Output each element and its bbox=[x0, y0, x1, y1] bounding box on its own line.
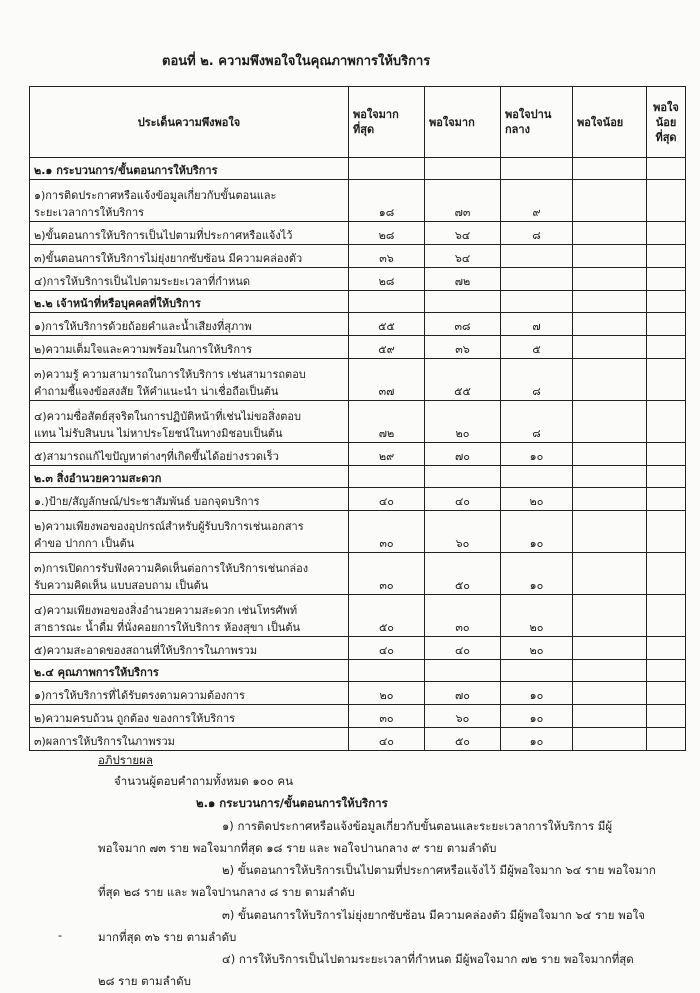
value-cell bbox=[647, 443, 686, 466]
item-label bbox=[30, 682, 349, 705]
value-cell: ๗ bbox=[501, 313, 573, 336]
value-cell: ๗๐ bbox=[425, 443, 501, 466]
value-cell: ๒๘ bbox=[349, 222, 425, 245]
value-cell bbox=[647, 180, 686, 222]
section-title: ตอนที่ ๒. ความพึงพอใจในคุณภาพการให้บริการ bbox=[162, 54, 431, 69]
value-cell: ๑๐ bbox=[501, 705, 573, 728]
value-cell: ๖๐ bbox=[425, 705, 501, 728]
item-line: คำขอ ปากกา เป็นต้น bbox=[34, 537, 135, 550]
table-row bbox=[30, 595, 686, 637]
margin-mark: - bbox=[58, 928, 63, 942]
item-line: ๒)ความเพียงพอของอุปกรณ์สำหรับผู้รับบริการเช่นเอกสาร bbox=[34, 520, 304, 533]
value-cell: ๒๐ bbox=[425, 401, 501, 443]
paragraph-4-line-2: ๒๘ ราย ตามลำดับ bbox=[98, 974, 191, 988]
empty-cell bbox=[349, 466, 425, 488]
value-cell: ๒๙ bbox=[349, 443, 425, 466]
value-cell: ๖๔ bbox=[425, 222, 501, 245]
item-label bbox=[30, 336, 349, 359]
value-cell bbox=[647, 488, 686, 511]
value-cell: ๗๒ bbox=[349, 401, 425, 443]
empty-cell bbox=[425, 158, 501, 180]
discussion-subheading: ๒.๑ กระบวนการ/ขั้นตอนการให้บริการ bbox=[196, 796, 388, 810]
item-label bbox=[30, 595, 349, 637]
item-label bbox=[30, 359, 349, 401]
item-line: แทน ไม่รับสินบน ไม่หาประโยชน์ในทางมิชอบเป็นต้น bbox=[34, 427, 283, 440]
header-line: พอใจปาน bbox=[505, 108, 552, 121]
paragraph-2-line-2: ที่สุด ๒๘ ราย และ พอใจปานกลาง ๘ ราย ตามลำดับ bbox=[98, 885, 355, 899]
header-line: พอใจมาก bbox=[429, 115, 475, 129]
value-cell bbox=[647, 336, 686, 359]
table-row bbox=[30, 268, 686, 291]
section-label: ๒.๑ กระบวนการ/ขั้นตอนการให้บริการ bbox=[30, 158, 349, 180]
value-cell: ๓๖ bbox=[425, 336, 501, 359]
header-line: ประเด็นความพึงพอใจ bbox=[137, 115, 241, 129]
item-label bbox=[30, 728, 349, 751]
item-label bbox=[30, 222, 349, 245]
header-line: พอใจ bbox=[653, 100, 679, 114]
empty-cell bbox=[501, 291, 573, 313]
value-cell: ๖๔ bbox=[425, 245, 501, 268]
value-cell: ๕๕ bbox=[349, 313, 425, 336]
section-label: ๒.๒ เจ้าหน้าที่หรือบุคคลที่ให้บริการ bbox=[30, 291, 349, 313]
empty-cell bbox=[573, 291, 647, 313]
respondent-count: จำนวนผู้ตอบคำถามทั้งหมด ๑๐๐ คน bbox=[114, 774, 293, 788]
value-cell: ๑๐ bbox=[501, 728, 573, 751]
value-cell bbox=[573, 359, 647, 401]
value-cell: ๕๙ bbox=[349, 336, 425, 359]
value-cell: ๗๒ bbox=[425, 268, 501, 291]
item-label bbox=[30, 443, 349, 466]
table-header-row bbox=[30, 87, 686, 158]
table-row bbox=[30, 682, 686, 705]
table-row bbox=[30, 728, 686, 751]
value-cell: ๘ bbox=[501, 401, 573, 443]
item-label bbox=[30, 488, 349, 511]
value-cell: ๘ bbox=[501, 222, 573, 245]
section-row bbox=[30, 291, 686, 313]
paragraph-2-line-1: ๒) ขั้นตอนการให้บริการเป็นไปตามที่ประกาศหรือแจ้งไว้ มีผู้พอใจมาก ๖๔ ราย พอใจมาก bbox=[222, 863, 656, 877]
table-row bbox=[30, 313, 686, 336]
empty-cell bbox=[349, 291, 425, 313]
value-cell bbox=[573, 637, 647, 660]
value-cell: ๓๐ bbox=[349, 553, 425, 595]
value-cell bbox=[647, 245, 686, 268]
item-line: ๑)การให้บริการที่ได้รับตรงตามความต้องการ bbox=[34, 689, 245, 702]
header-very-satisfied bbox=[425, 87, 501, 158]
value-cell: ๓๐ bbox=[349, 511, 425, 553]
item-line: ระยะเวลาการให้บริการ bbox=[34, 206, 145, 219]
value-cell: ๓๐ bbox=[425, 595, 501, 637]
value-cell: ๖๐ bbox=[425, 511, 501, 553]
value-cell bbox=[647, 268, 686, 291]
item-line: ๕)สามารถแก้ไขปัญหาต่างๆที่เกิดขึ้นได้อย่างรวดเร็ว bbox=[34, 450, 279, 463]
value-cell bbox=[573, 336, 647, 359]
section-label: ๒.๔ คุณภาพการให้บริการ bbox=[30, 660, 349, 682]
table-row bbox=[30, 245, 686, 268]
value-cell bbox=[573, 443, 647, 466]
section-row bbox=[30, 466, 686, 488]
value-cell: ๑๐ bbox=[501, 443, 573, 466]
value-cell bbox=[573, 553, 647, 595]
value-cell: ๒๐ bbox=[349, 682, 425, 705]
table-body bbox=[30, 158, 686, 751]
value-cell: ๕๐ bbox=[349, 595, 425, 637]
value-cell: ๕๐ bbox=[425, 553, 501, 595]
empty-cell bbox=[501, 158, 573, 180]
value-cell: ๕ bbox=[501, 336, 573, 359]
item-label bbox=[30, 245, 349, 268]
table-row bbox=[30, 553, 686, 595]
value-cell: ๙ bbox=[501, 180, 573, 222]
value-cell bbox=[573, 245, 647, 268]
value-cell: ๔๐ bbox=[349, 728, 425, 751]
paragraph-1-line-1: ๑) การติดประกาศหรือแจ้งข้อมูลเกี่ยวกับขั้นตอนและระยะเวลาการให้บริการ มีผู้ bbox=[222, 819, 613, 833]
empty-cell bbox=[425, 466, 501, 488]
item-line: ๓)ผลการให้บริการในภาพรวม bbox=[34, 735, 175, 748]
item-line: สาธารณะ น้ำดื่ม ที่นั่งคอยการให้บริการ ห้องสุขา เป็นต้น bbox=[34, 621, 300, 634]
value-cell: ๒๐ bbox=[501, 488, 573, 511]
item-line: ๔)การให้บริการเป็นไปตามระยะเวลาที่กำหนด bbox=[34, 275, 250, 288]
value-cell bbox=[501, 245, 573, 268]
value-cell: ๒๐ bbox=[501, 595, 573, 637]
empty-cell bbox=[573, 660, 647, 682]
value-cell bbox=[647, 705, 686, 728]
header-line: ที่สุด bbox=[655, 130, 677, 144]
value-cell: ๒๘ bbox=[349, 268, 425, 291]
value-cell: ๑๐ bbox=[501, 511, 573, 553]
item-line: ๒)ขั้นตอนการให้บริการเป็นไปตามที่ประกาศหรือแจ้งไว้ bbox=[34, 229, 293, 242]
table-row bbox=[30, 488, 686, 511]
header-less-satisfied bbox=[573, 87, 647, 158]
header-moderate bbox=[501, 87, 573, 158]
item-label bbox=[30, 268, 349, 291]
section-row bbox=[30, 660, 686, 682]
value-cell bbox=[647, 359, 686, 401]
empty-cell bbox=[647, 158, 686, 180]
section-row bbox=[30, 158, 686, 180]
value-cell: ๕๐ bbox=[425, 728, 501, 751]
item-line: ๓)ความรู้ ความสามารถในการให้บริการ เช่นสามารถตอบ bbox=[34, 368, 306, 381]
value-cell bbox=[573, 682, 647, 705]
item-label bbox=[30, 511, 349, 553]
value-cell: ๓๘ bbox=[425, 313, 501, 336]
empty-cell bbox=[573, 158, 647, 180]
paragraph-3-line-1: ๓) ขั้นตอนการให้บริการไม่ยุ่งยากซับซ้อน มีความคล่องตัว มีผู้พอใจมาก ๖๔ ราย พอใจ bbox=[222, 908, 645, 922]
value-cell: ๔๐ bbox=[425, 488, 501, 511]
value-cell bbox=[647, 637, 686, 660]
value-cell bbox=[573, 222, 647, 245]
value-cell: ๓๗ bbox=[349, 359, 425, 401]
value-cell bbox=[573, 401, 647, 443]
item-line: ๑)การติดประกาศหรือแจ้งข้อมูลเกี่ยวกับขั้นตอนและ bbox=[34, 189, 277, 202]
value-cell bbox=[501, 268, 573, 291]
header-topic bbox=[30, 87, 349, 158]
empty-cell bbox=[349, 660, 425, 682]
item-label bbox=[30, 313, 349, 336]
empty-cell bbox=[501, 466, 573, 488]
table-row bbox=[30, 705, 686, 728]
empty-cell bbox=[501, 660, 573, 682]
empty-cell bbox=[425, 660, 501, 682]
empty-cell bbox=[425, 291, 501, 313]
header-line: พอใจน้อย bbox=[577, 115, 624, 129]
header-line: กลาง bbox=[505, 123, 530, 136]
paragraph-4-line-1: ๔) การให้บริการเป็นไปตามระยะเวลาที่กำหนด มีผู้พอใจมาก ๗๒ ราย พอใจมากที่สุด bbox=[222, 952, 634, 966]
value-cell bbox=[647, 511, 686, 553]
value-cell bbox=[573, 705, 647, 728]
item-label bbox=[30, 180, 349, 222]
item-line: ๓)ขั้นตอนการให้บริการไม่ยุ่งยากซับซ้อน มีความคล่องตัว bbox=[34, 252, 303, 265]
empty-cell bbox=[647, 291, 686, 313]
item-label bbox=[30, 705, 349, 728]
value-cell bbox=[647, 401, 686, 443]
empty-cell bbox=[573, 466, 647, 488]
paragraph-1-line-2: พอใจมาก ๗๓ ราย พอใจมากที่สุด ๑๘ ราย และ พอใจปานกลาง ๙ ราย ตามลำดับ bbox=[98, 841, 497, 855]
value-cell: ๓๖ bbox=[349, 245, 425, 268]
table-row bbox=[30, 336, 686, 359]
value-cell bbox=[647, 553, 686, 595]
value-cell bbox=[573, 488, 647, 511]
table-row bbox=[30, 637, 686, 660]
item-line: ๔)ความซื่อสัตย์สุจริตในการปฏิบัติหน้าที่เช่นไม่ขอสิ่งตอบ bbox=[34, 410, 301, 423]
satisfaction-table bbox=[29, 86, 686, 751]
value-cell: ๒๐ bbox=[501, 637, 573, 660]
table-row bbox=[30, 511, 686, 553]
header-line: น้อย bbox=[655, 115, 677, 129]
value-cell: ๔๐ bbox=[349, 488, 425, 511]
value-cell: ๔๐ bbox=[349, 637, 425, 660]
header-line: พอใจมาก bbox=[353, 108, 399, 121]
header-least-satisfied bbox=[647, 87, 686, 158]
value-cell bbox=[647, 595, 686, 637]
value-cell bbox=[573, 180, 647, 222]
table-row bbox=[30, 443, 686, 466]
value-cell bbox=[573, 268, 647, 291]
value-cell: ๘ bbox=[501, 359, 573, 401]
value-cell bbox=[573, 511, 647, 553]
header-most-satisfied bbox=[349, 87, 425, 158]
item-line: ๕)ความสะอาดของสถานที่ให้บริการในภาพรวม bbox=[34, 644, 258, 657]
empty-cell bbox=[647, 660, 686, 682]
empty-cell bbox=[349, 158, 425, 180]
table-row bbox=[30, 180, 686, 222]
item-line: ๔)ความเพียงพอของสิ่งอำนวยความสะดวก เช่นโทรศัพท์ bbox=[34, 604, 298, 617]
value-cell: ๑๐ bbox=[501, 553, 573, 595]
value-cell: ๔๐ bbox=[425, 637, 501, 660]
table-row bbox=[30, 401, 686, 443]
value-cell: ๑๘ bbox=[349, 180, 425, 222]
value-cell: ๗๓ bbox=[425, 180, 501, 222]
value-cell: ๓๐ bbox=[349, 705, 425, 728]
value-cell: ๕๕ bbox=[425, 359, 501, 401]
value-cell bbox=[647, 682, 686, 705]
value-cell bbox=[647, 313, 686, 336]
table-row bbox=[30, 222, 686, 245]
value-cell: ๗๐ bbox=[425, 682, 501, 705]
item-line: รับความคิดเห็น แบบสอบถาม เป็นต้น bbox=[34, 579, 209, 592]
empty-cell bbox=[647, 466, 686, 488]
section-label: ๒.๓ สิ่งอำนวยความสะดวก bbox=[30, 466, 349, 488]
item-line: คำถามชี้แจงข้อสงสัย ให้คำแนะนำ น่าเชื่อถือเป็นต้น bbox=[34, 385, 279, 398]
item-line: ๒)ความเต็มใจและความพร้อมในการให้บริการ bbox=[34, 343, 253, 356]
value-cell bbox=[573, 313, 647, 336]
item-line: ๓)การเปิดการรับฟังความคิดเห็นต่อการให้บริการเช่นกล่อง bbox=[34, 562, 309, 575]
item-label bbox=[30, 401, 349, 443]
header-line: ที่สุด bbox=[353, 123, 375, 136]
value-cell bbox=[573, 728, 647, 751]
value-cell bbox=[647, 222, 686, 245]
discussion-heading: อภิปรายผล bbox=[98, 753, 153, 767]
table-row bbox=[30, 359, 686, 401]
item-label bbox=[30, 637, 349, 660]
value-cell: ๑๐ bbox=[501, 682, 573, 705]
item-label bbox=[30, 553, 349, 595]
item-line: ๑)การให้บริการด้วยถ้อยคำและน้ำเสียงที่สุภาพ bbox=[34, 320, 252, 333]
value-cell bbox=[573, 595, 647, 637]
item-line: ๑.)ป้าย/สัญลักษณ์/ประชาสัมพันธ์ บอกจุดบริการ bbox=[34, 495, 260, 508]
item-line: ๒)ความครบถ้วน ถูกต้อง ของการให้บริการ bbox=[34, 712, 236, 725]
value-cell bbox=[647, 728, 686, 751]
paragraph-3-line-2: มากที่สุด ๓๖ ราย ตามลำดับ bbox=[98, 930, 237, 944]
